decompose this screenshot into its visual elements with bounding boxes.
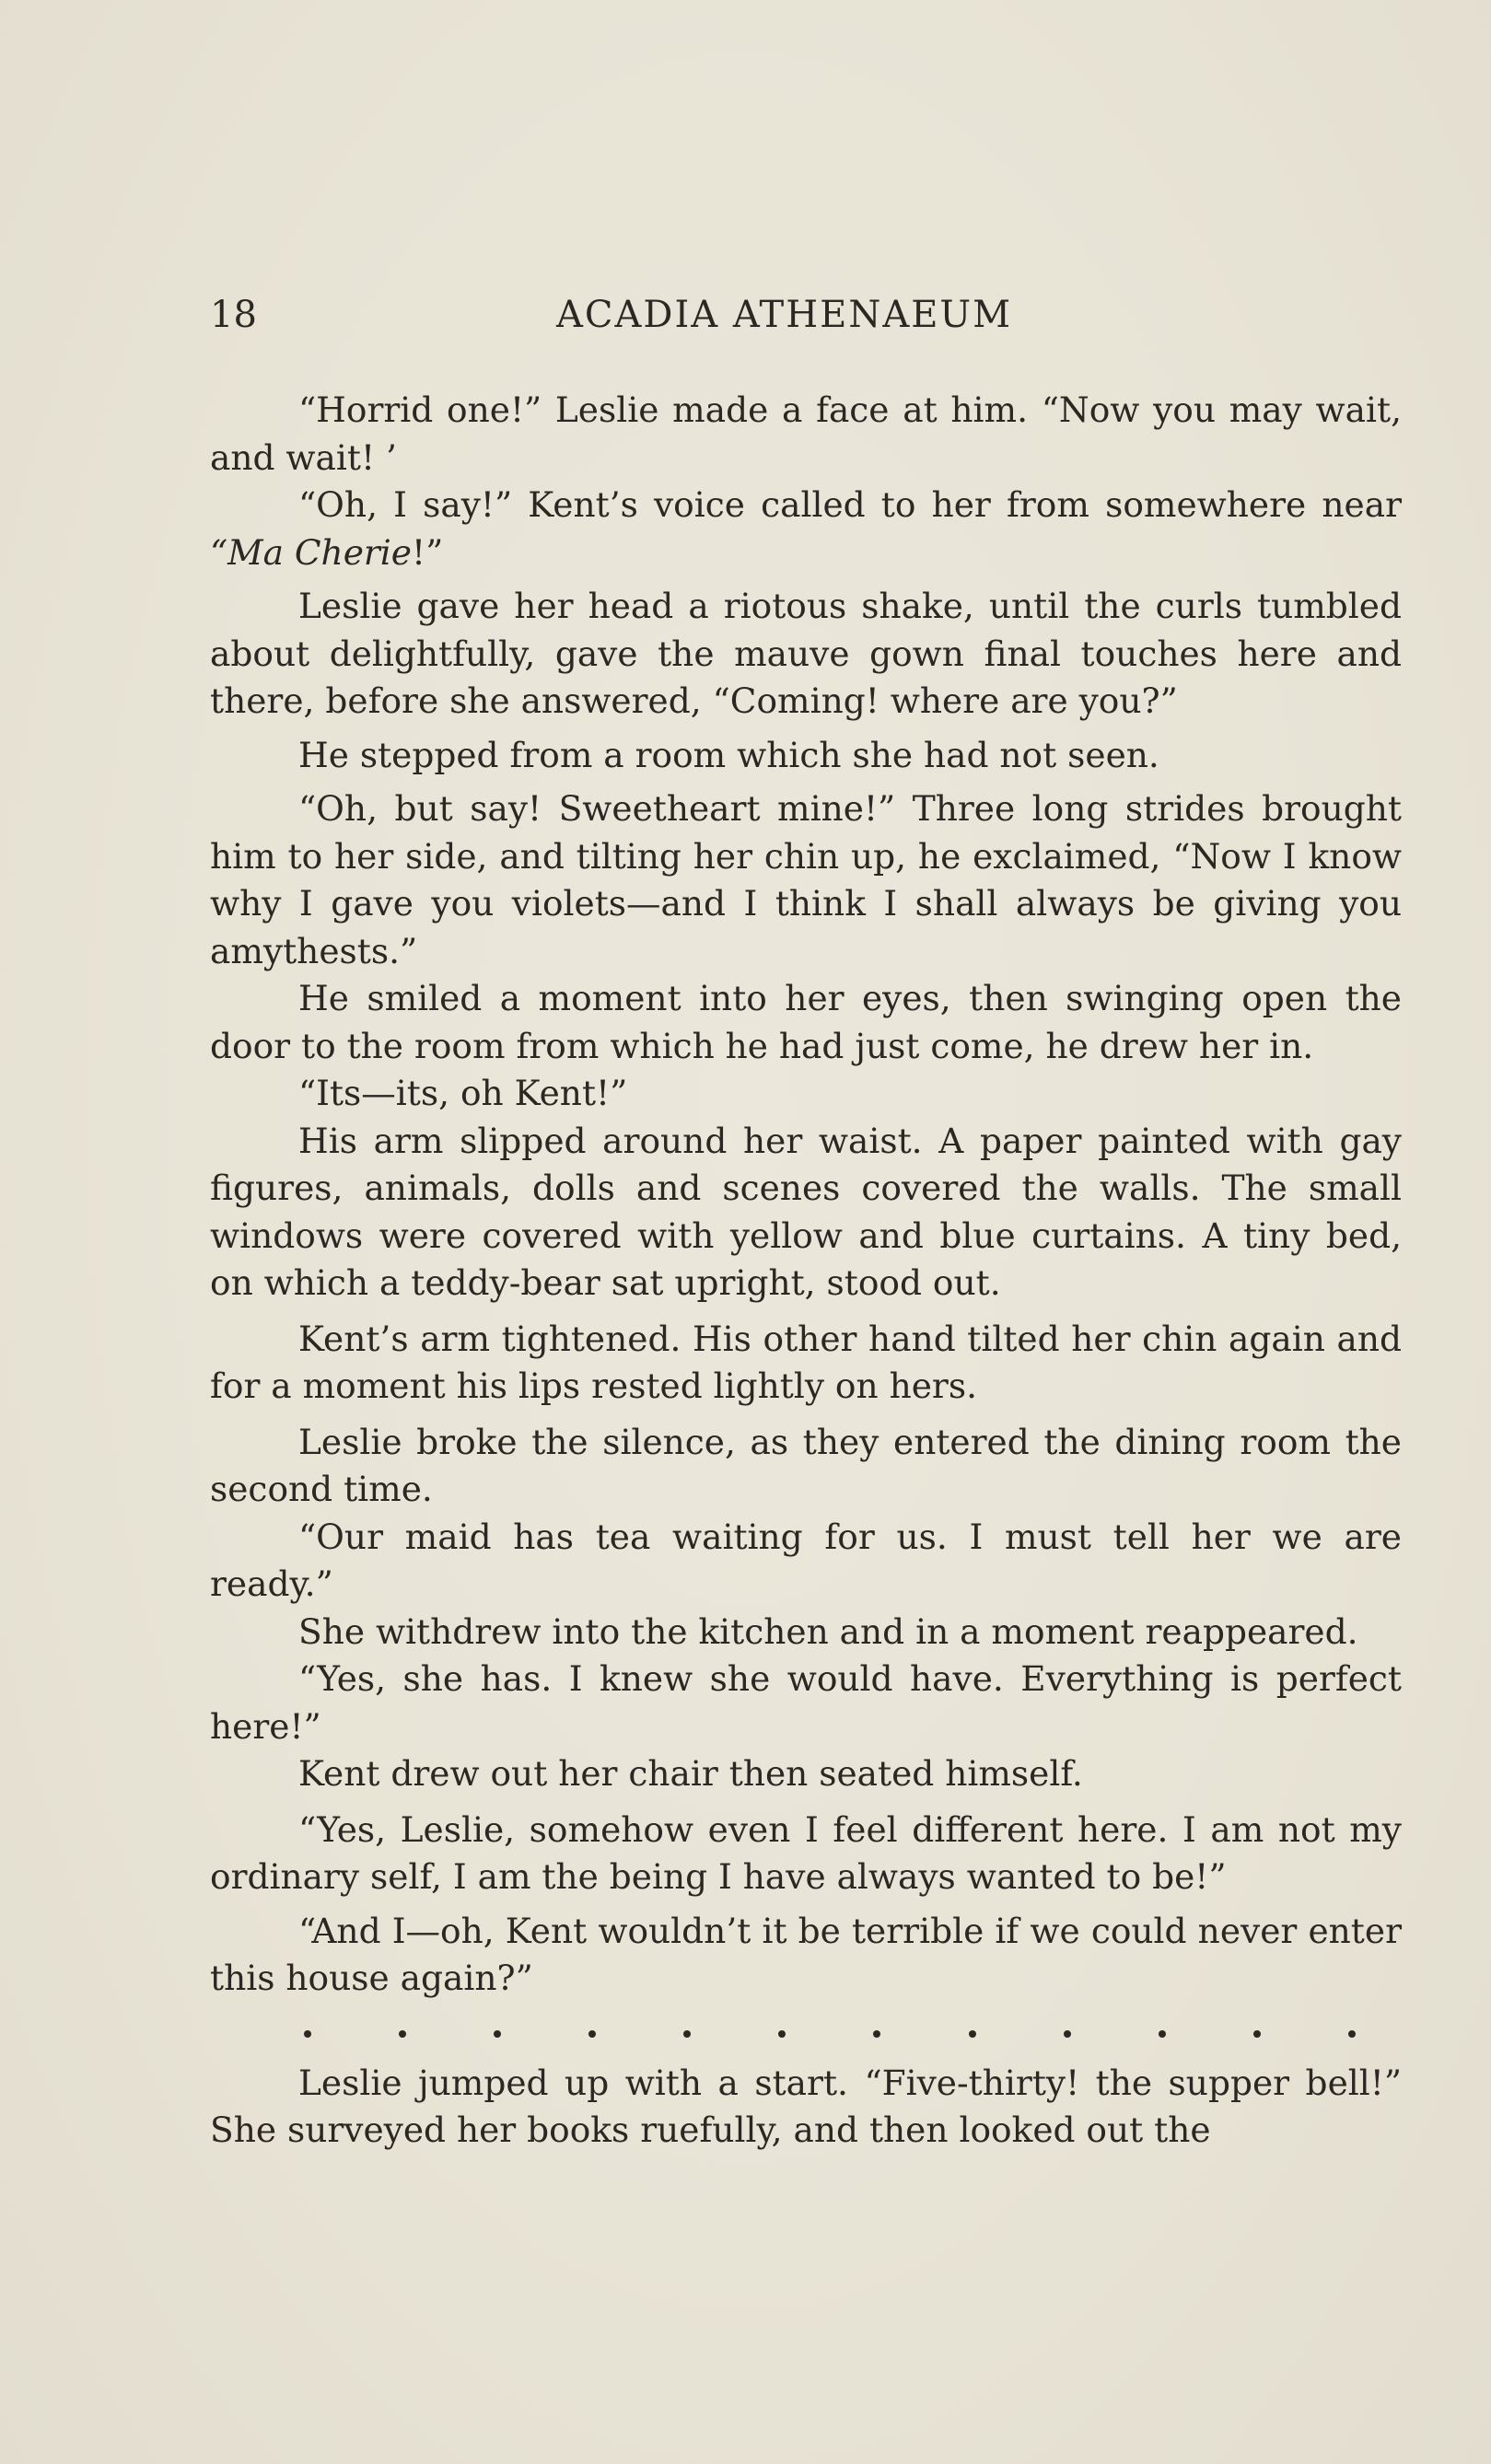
paragraph: “Our maid has tea waiting for us. I must tell her we are ready.”	[210, 1516, 1402, 1604]
dot	[873, 2030, 880, 2038]
section-break-dots	[210, 2012, 1402, 2056]
paragraph: “And I—oh, Kent wouldn’t it be terrible if we could never enter this house again?”	[210, 1910, 1402, 1998]
paragraph-text: !”	[412, 531, 444, 573]
running-title: ACADIA ATHENAEUM	[556, 294, 1013, 336]
paragraph: Leslie gave her head a riotous shake, until the curls tumbled about delightfully, gave the mauve gown final touches here and there, before she answered, “Coming! where are you?”	[210, 586, 1402, 721]
paragraph: Kent’s arm tightened. His other hand tilted her chin again and for a moment his lips rested lightly on hers.	[210, 1318, 1402, 1406]
paragraph: He smiled a moment into her eyes, then swinging open the door to the room from which he had just come, he drew her in.	[210, 978, 1402, 1066]
page-number: 18	[210, 294, 257, 336]
dot	[588, 2030, 596, 2038]
dot	[778, 2030, 786, 2038]
dot	[1064, 2030, 1071, 2038]
dot	[969, 2030, 976, 2038]
dot	[1348, 2030, 1356, 2038]
paragraph: He stepped from a room which she had not seen.	[298, 734, 1159, 775]
paragraph: “Oh, but say! Sweetheart mine!” Three long strides brought him to her side, and tilting her chin up, he exclaimed, “Now I know why I gave you violets—and I think I shall always be giving you amythests.”	[210, 788, 1402, 971]
dot	[304, 2030, 311, 2038]
dot	[1253, 2030, 1261, 2038]
paragraph: Leslie jumped up with a start. “Five-thirty! the supper bell!” She surveyed her books ruefully, and then looked out the	[210, 2062, 1402, 2150]
paragraph: “Yes, she has. I knew she would have. Everything is perfect here!”	[210, 1658, 1402, 1747]
paragraph	[210, 482, 1402, 576]
paragraph: “Horrid one!” Leslie made a face at him. “Now you may wait, and wait! ’	[210, 389, 1402, 478]
paragraph-text: “Oh, I say!” Kent’s voice called to her from somewhere near	[298, 484, 1402, 525]
paragraph: Kent drew out her chair then seated himself.	[298, 1753, 1083, 1794]
dot	[1159, 2030, 1166, 2038]
paragraph: “Its—its, oh Kent!”	[298, 1073, 628, 1113]
dot	[399, 2030, 406, 2038]
italic-phrase: “Ma Cherie	[210, 531, 412, 573]
body-text	[210, 387, 1402, 2155]
dot	[494, 2030, 501, 2038]
paragraph: His arm slipped around her waist. A paper painted with gay figures, animals, dolls and scenes covered the walls. The small windows were covered with yellow and blue curtains. A tiny bed, on which a teddy-bear sat upright, stood out.	[210, 1120, 1402, 1303]
paragraph: She withdrew into the kitchen and in a moment reappeared.	[298, 1610, 1358, 1652]
dot	[683, 2030, 691, 2038]
page-header	[210, 287, 1066, 343]
paragraph: Leslie broke the silence, as they entered the dining room the second time.	[210, 1421, 1402, 1509]
paragraph: “Yes, Leslie, somehow even I feel different here. I am not my ordinary self, I am the being I have always wanted to be!”	[210, 1808, 1402, 1897]
